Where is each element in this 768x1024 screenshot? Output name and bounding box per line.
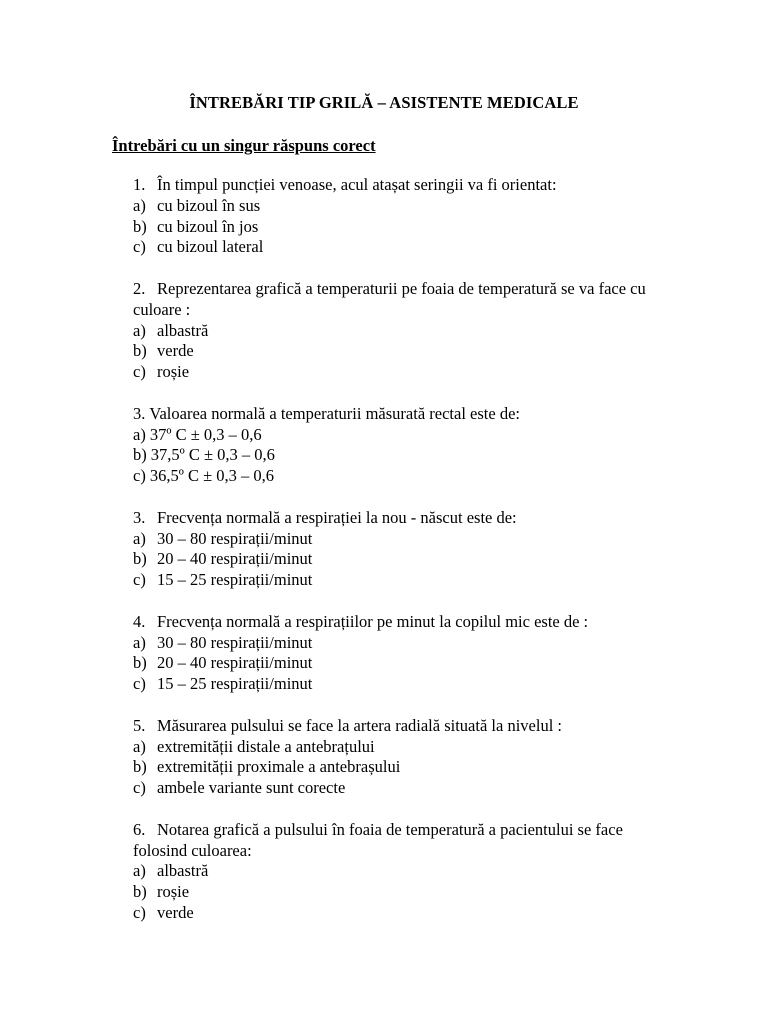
question-text: Notarea grafică a pulsului în foaia de temperatură a pacientului se face folosind culoarea: xyxy=(133,819,623,860)
option-text: 20 – 40 respirații/minut xyxy=(157,653,313,673)
answer-option-a xyxy=(133,633,653,654)
option-text: verde xyxy=(157,902,194,922)
option-text: 37º C ± 0,3 – 0,6 xyxy=(149,424,262,444)
option-text: 15 – 25 respirații/minut xyxy=(157,570,313,590)
answer-option-b xyxy=(133,882,653,903)
answer-option-c xyxy=(133,466,653,487)
question-text: Măsurarea pulsului se face la artera radială situată la nivelul : xyxy=(157,715,562,735)
question-number: 3. xyxy=(133,403,146,423)
answer-option-b xyxy=(133,653,653,674)
option-text: extremității distale a antebrațului xyxy=(157,736,375,756)
option-letter: b) xyxy=(133,757,147,777)
question-text: În timpul puncției venoase, acul atașat seringii va fi orientat: xyxy=(157,175,557,194)
question-text: Reprezentarea grafică a temperaturii pe foaia de temperatură se va face cu culoare : xyxy=(133,278,646,319)
option-text: cu bizoul în sus xyxy=(157,195,261,215)
option-text: 37,5º C ± 0,3 – 0,6 xyxy=(150,445,275,465)
option-text: roșie xyxy=(157,882,190,902)
option-letter: b) xyxy=(133,549,147,569)
option-text: roșie xyxy=(157,362,190,382)
answer-option-a xyxy=(133,321,653,342)
option-text: 30 – 80 respirații/minut xyxy=(157,528,313,548)
option-letter: a) xyxy=(133,424,146,444)
answer-option-a xyxy=(133,529,653,550)
option-letter: b) xyxy=(133,216,147,236)
question-line xyxy=(133,612,653,633)
answer-option-b xyxy=(133,757,653,778)
option-text: 36,5º C ± 0,3 – 0,6 xyxy=(149,466,275,486)
question-text: Frecvența normală a respirațiilor pe minut la copilul mic este de : xyxy=(157,611,589,631)
question-line xyxy=(133,716,653,737)
question-line xyxy=(133,508,653,529)
section-heading: Întrebări cu un singur răspuns corect xyxy=(112,136,376,155)
option-letter: c) xyxy=(133,902,146,922)
option-letter: a) xyxy=(133,320,146,340)
question-4 xyxy=(133,612,653,695)
answer-option-c xyxy=(133,237,653,258)
option-letter: b) xyxy=(133,882,147,902)
option-text: 30 – 80 respirații/minut xyxy=(157,632,313,652)
question-line xyxy=(133,175,653,196)
option-letter: b) xyxy=(133,341,147,361)
answer-option-a xyxy=(133,737,653,758)
answer-option-b xyxy=(133,341,653,362)
option-letter: c) xyxy=(133,362,146,382)
question-number: 6. xyxy=(133,819,146,839)
option-text: albastră xyxy=(157,861,209,881)
question-text: Valoarea normală a temperaturii măsurată rectal este de: xyxy=(149,403,520,423)
question-2 xyxy=(133,279,653,383)
option-text: 15 – 25 respirații/minut xyxy=(157,674,313,694)
option-letter: c) xyxy=(133,570,146,590)
question-number: 1. xyxy=(133,175,146,194)
option-letter: c) xyxy=(133,674,146,694)
option-letter: a) xyxy=(133,528,146,548)
answer-option-b xyxy=(133,549,653,570)
question-line xyxy=(133,279,653,321)
answer-option-c xyxy=(133,362,653,383)
answer-option-c xyxy=(133,903,653,924)
question-3 xyxy=(133,404,653,487)
option-text: cu bizoul lateral xyxy=(157,237,264,257)
question-number: 5. xyxy=(133,715,146,735)
answer-option-c xyxy=(133,778,653,799)
option-text: albastră xyxy=(157,320,209,340)
option-text: 20 – 40 respirații/minut xyxy=(157,549,313,569)
question-6 xyxy=(133,820,653,924)
option-letter: c) xyxy=(133,778,146,798)
option-letter: a) xyxy=(133,861,146,881)
question-number: 3. xyxy=(133,507,146,527)
question-number: 2. xyxy=(133,278,146,298)
answer-option-a xyxy=(133,861,653,882)
option-text: ambele variante sunt corecte xyxy=(157,778,346,798)
question-3b xyxy=(133,508,653,591)
question-1 xyxy=(133,175,653,258)
answer-option-a xyxy=(133,425,653,446)
answer-option-c xyxy=(133,674,653,695)
answer-option-a xyxy=(133,196,653,217)
option-letter: b) xyxy=(133,445,147,465)
question-list xyxy=(133,175,653,944)
answer-option-b xyxy=(133,217,653,238)
answer-option-b xyxy=(133,445,653,466)
option-letter: c) xyxy=(133,466,146,486)
option-letter: b) xyxy=(133,653,147,673)
answer-option-c xyxy=(133,570,653,591)
question-line xyxy=(133,404,653,425)
option-letter: a) xyxy=(133,736,146,756)
option-text: verde xyxy=(157,341,194,361)
option-letter: c) xyxy=(133,237,146,257)
option-letter: a) xyxy=(133,195,146,215)
option-text: cu bizoul în jos xyxy=(157,216,259,236)
question-number: 4. xyxy=(133,611,146,631)
document-title: ÎNTREBĂRI TIP GRILĂ – ASISTENTE MEDICALE xyxy=(189,93,579,112)
question-5 xyxy=(133,716,653,799)
option-text: extremității proximale a antebrașului xyxy=(157,757,401,777)
question-line xyxy=(133,820,653,862)
question-text: Frecvența normală a respirației la nou - născut este de: xyxy=(157,507,517,527)
option-letter: a) xyxy=(133,632,146,652)
